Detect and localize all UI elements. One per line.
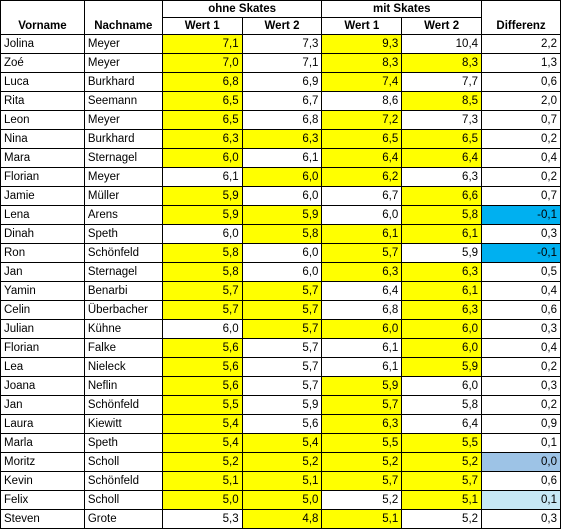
- table-row: [1, 225, 561, 244]
- cell-vorname[interactable]: Nina: [1, 130, 85, 149]
- cell-nachname[interactable]: Falke: [84, 339, 162, 358]
- cell-mit-wert1[interactable]: 6,3: [322, 263, 402, 282]
- cell-nachname[interactable]: Scholl: [84, 453, 162, 472]
- cell-differenz[interactable]: 0,6: [482, 472, 561, 491]
- cell-ohne-wert1[interactable]: 5,7: [162, 301, 242, 320]
- cell-mit-wert2[interactable]: 5,9: [402, 358, 482, 377]
- cell-mit-wert2[interactable]: 6,0: [402, 377, 482, 396]
- cell-vorname[interactable]: Jan: [1, 263, 85, 282]
- cell-ohne-wert1[interactable]: 5,8: [162, 263, 242, 282]
- cell-differenz[interactable]: 0,4: [482, 282, 561, 301]
- cell-ohne-wert2[interactable]: 6,0: [242, 263, 322, 282]
- cell-nachname[interactable]: Speth: [84, 225, 162, 244]
- cell-nachname[interactable]: Überbacher: [84, 301, 162, 320]
- cell-vorname[interactable]: Dinah: [1, 225, 85, 244]
- header-differenz[interactable]: Differenz: [482, 1, 561, 35]
- table-row: [1, 54, 561, 73]
- cell-nachname[interactable]: Arens: [84, 206, 162, 225]
- cell-differenz[interactable]: -0,1: [482, 244, 561, 263]
- cell-vorname[interactable]: Florian: [1, 168, 85, 187]
- cell-ohne-wert2[interactable]: 5,4: [242, 434, 322, 453]
- cell-differenz[interactable]: 0,2: [482, 130, 561, 149]
- cell-mit-wert2[interactable]: 6,0: [402, 320, 482, 339]
- cell-mit-wert2[interactable]: 5,2: [402, 453, 482, 472]
- cell-vorname[interactable]: Luca: [1, 73, 85, 92]
- cell-nachname[interactable]: Speth: [84, 434, 162, 453]
- cell-vorname[interactable]: Zoé: [1, 54, 85, 73]
- header-mit-wert2[interactable]: Wert 2: [402, 18, 482, 35]
- cell-vorname[interactable]: Felix: [1, 491, 85, 510]
- table-row: [1, 339, 561, 358]
- cell-mit-wert1[interactable]: 8,3: [322, 54, 402, 73]
- cell-differenz[interactable]: 0,6: [482, 73, 561, 92]
- cell-vorname[interactable]: Joana: [1, 377, 85, 396]
- cell-differenz[interactable]: 0,1: [482, 491, 561, 510]
- cell-ohne-wert1[interactable]: 6,5: [162, 92, 242, 111]
- table-row: [1, 282, 561, 301]
- cell-ohne-wert2[interactable]: 5,7: [242, 301, 322, 320]
- cell-mit-wert1[interactable]: 6,2: [322, 168, 402, 187]
- table-row: [1, 35, 561, 54]
- cell-differenz[interactable]: 0,3: [482, 510, 561, 529]
- cell-differenz[interactable]: 0,5: [482, 263, 561, 282]
- header-ohne-skates[interactable]: ohne Skates: [162, 1, 322, 18]
- cell-differenz[interactable]: 0,2: [482, 358, 561, 377]
- cell-differenz[interactable]: -0,1: [482, 206, 561, 225]
- table-row: [1, 301, 561, 320]
- cell-vorname[interactable]: Leon: [1, 111, 85, 130]
- cell-differenz[interactable]: 2,0: [482, 92, 561, 111]
- cell-differenz[interactable]: 1,3: [482, 54, 561, 73]
- cell-mit-wert2[interactable]: 8,3: [402, 54, 482, 73]
- table-row: [1, 263, 561, 282]
- cell-mit-wert2[interactable]: 8,5: [402, 92, 482, 111]
- cell-mit-wert1[interactable]: 7,4: [322, 73, 402, 92]
- cell-nachname[interactable]: Meyer: [84, 111, 162, 130]
- cell-ohne-wert2[interactable]: 6,3: [242, 130, 322, 149]
- cell-nachname[interactable]: Grote: [84, 510, 162, 529]
- cell-vorname[interactable]: Yamin: [1, 282, 85, 301]
- cell-mit-wert2[interactable]: 6,1: [402, 225, 482, 244]
- cell-ohne-wert1[interactable]: 5,6: [162, 339, 242, 358]
- cell-ohne-wert1[interactable]: 5,5: [162, 396, 242, 415]
- table-row: [1, 453, 561, 472]
- cell-mit-wert1[interactable]: 6,0: [322, 206, 402, 225]
- cell-nachname[interactable]: Meyer: [84, 54, 162, 73]
- cell-mit-wert1[interactable]: 6,5: [322, 130, 402, 149]
- cell-vorname[interactable]: Mara: [1, 149, 85, 168]
- cell-differenz[interactable]: 2,2: [482, 35, 561, 54]
- cell-mit-wert2[interactable]: 6,5: [402, 130, 482, 149]
- cell-differenz[interactable]: 0,6: [482, 301, 561, 320]
- cell-mit-wert1[interactable]: 6,4: [322, 149, 402, 168]
- table-row: [1, 149, 561, 168]
- cell-vorname[interactable]: Florian: [1, 339, 85, 358]
- cell-differenz[interactable]: 0,7: [482, 187, 561, 206]
- cell-mit-wert2[interactable]: 10,4: [402, 35, 482, 54]
- cell-ohne-wert2[interactable]: 7,3: [242, 35, 322, 54]
- cell-ohne-wert2[interactable]: 5,1: [242, 472, 322, 491]
- cell-differenz[interactable]: 0,2: [482, 396, 561, 415]
- cell-mit-wert2[interactable]: 6,3: [402, 263, 482, 282]
- cell-mit-wert1[interactable]: 6,4: [322, 282, 402, 301]
- cell-vorname[interactable]: Lena: [1, 206, 85, 225]
- cell-mit-wert2[interactable]: 5,2: [402, 510, 482, 529]
- cell-mit-wert1[interactable]: 6,3: [322, 415, 402, 434]
- cell-mit-wert2[interactable]: 6,4: [402, 415, 482, 434]
- table-row: [1, 206, 561, 225]
- cell-ohne-wert2[interactable]: 6,1: [242, 149, 322, 168]
- cell-ohne-wert2[interactable]: 6,7: [242, 92, 322, 111]
- cell-mit-wert1[interactable]: 7,2: [322, 111, 402, 130]
- table-row: [1, 415, 561, 434]
- cell-ohne-wert1[interactable]: 5,2: [162, 453, 242, 472]
- cell-nachname[interactable]: Schönfeld: [84, 244, 162, 263]
- cell-vorname[interactable]: Lea: [1, 358, 85, 377]
- cell-nachname[interactable]: Nieleck: [84, 358, 162, 377]
- cell-ohne-wert2[interactable]: 5,7: [242, 377, 322, 396]
- cell-ohne-wert1[interactable]: 5,4: [162, 434, 242, 453]
- table-row: [1, 92, 561, 111]
- cell-nachname[interactable]: Scholl: [84, 491, 162, 510]
- cell-vorname[interactable]: Jan: [1, 396, 85, 415]
- cell-ohne-wert2[interactable]: 4,8: [242, 510, 322, 529]
- cell-ohne-wert2[interactable]: 6,0: [242, 187, 322, 206]
- table-row: [1, 377, 561, 396]
- cell-differenz[interactable]: 0,1: [482, 434, 561, 453]
- cell-nachname[interactable]: Kiewitt: [84, 415, 162, 434]
- cell-mit-wert1[interactable]: 5,7: [322, 244, 402, 263]
- cell-mit-wert1[interactable]: 6,0: [322, 320, 402, 339]
- header-mit-wert1[interactable]: Wert 1: [322, 18, 402, 35]
- header-vorname[interactable]: Vorname: [1, 1, 85, 35]
- cell-mit-wert2[interactable]: 5,8: [402, 206, 482, 225]
- cell-ohne-wert2[interactable]: 6,9: [242, 73, 322, 92]
- cell-mit-wert2[interactable]: 6,0: [402, 339, 482, 358]
- cell-nachname[interactable]: Meyer: [84, 168, 162, 187]
- table-row: [1, 358, 561, 377]
- cell-nachname[interactable]: Benarbi: [84, 282, 162, 301]
- cell-mit-wert1[interactable]: 6,1: [322, 225, 402, 244]
- cell-ohne-wert1[interactable]: 5,4: [162, 415, 242, 434]
- cell-nachname[interactable]: Kühne: [84, 320, 162, 339]
- cell-mit-wert1[interactable]: 5,7: [322, 396, 402, 415]
- table-row: [1, 73, 561, 92]
- cell-mit-wert1[interactable]: 9,3: [322, 35, 402, 54]
- cell-vorname[interactable]: Ron: [1, 244, 85, 263]
- cell-nachname[interactable]: Sternagel: [84, 149, 162, 168]
- table-row: [1, 187, 561, 206]
- cell-nachname[interactable]: Meyer: [84, 35, 162, 54]
- cell-ohne-wert2[interactable]: 5,7: [242, 282, 322, 301]
- cell-mit-wert1[interactable]: 5,7: [322, 472, 402, 491]
- cell-differenz[interactable]: 0,3: [482, 377, 561, 396]
- cell-mit-wert1[interactable]: 5,2: [322, 453, 402, 472]
- cell-ohne-wert1[interactable]: 5,9: [162, 206, 242, 225]
- cell-ohne-wert2[interactable]: 5,7: [242, 320, 322, 339]
- cell-mit-wert1[interactable]: 5,9: [322, 377, 402, 396]
- cell-nachname[interactable]: Schönfeld: [84, 472, 162, 491]
- cell-differenz[interactable]: 0,7: [482, 111, 561, 130]
- table-row: [1, 434, 561, 453]
- cell-nachname[interactable]: Müller: [84, 187, 162, 206]
- cell-ohne-wert1[interactable]: 5,6: [162, 377, 242, 396]
- cell-ohne-wert2[interactable]: 5,7: [242, 358, 322, 377]
- cell-ohne-wert1[interactable]: 5,0: [162, 491, 242, 510]
- cell-ohne-wert2[interactable]: 5,0: [242, 491, 322, 510]
- cell-differenz[interactable]: 0,3: [482, 225, 561, 244]
- cell-mit-wert2[interactable]: 5,1: [402, 491, 482, 510]
- cell-vorname[interactable]: Jamie: [1, 187, 85, 206]
- cell-mit-wert2[interactable]: 5,5: [402, 434, 482, 453]
- cell-ohne-wert1[interactable]: 5,3: [162, 510, 242, 529]
- header-nachname[interactable]: Nachname: [84, 1, 162, 35]
- cell-vorname[interactable]: Jolina: [1, 35, 85, 54]
- cell-vorname[interactable]: Laura: [1, 415, 85, 434]
- cell-ohne-wert1[interactable]: 5,1: [162, 472, 242, 491]
- cell-ohne-wert1[interactable]: 6,1: [162, 168, 242, 187]
- cell-ohne-wert2[interactable]: 5,9: [242, 396, 322, 415]
- cell-mit-wert1[interactable]: 6,1: [322, 339, 402, 358]
- cell-ohne-wert1[interactable]: 6,8: [162, 73, 242, 92]
- cell-ohne-wert1[interactable]: 6,3: [162, 130, 242, 149]
- cell-mit-wert1[interactable]: 6,7: [322, 187, 402, 206]
- cell-differenz[interactable]: 0,9: [482, 415, 561, 434]
- cell-ohne-wert2[interactable]: 6,8: [242, 111, 322, 130]
- cell-ohne-wert1[interactable]: 5,6: [162, 358, 242, 377]
- cell-nachname[interactable]: Schönfeld: [84, 396, 162, 415]
- cell-mit-wert2[interactable]: 6,3: [402, 168, 482, 187]
- cell-ohne-wert2[interactable]: 5,7: [242, 339, 322, 358]
- cell-ohne-wert1[interactable]: 6,0: [162, 225, 242, 244]
- cell-mit-wert1[interactable]: 5,2: [322, 491, 402, 510]
- cell-ohne-wert2[interactable]: 6,0: [242, 244, 322, 263]
- cell-vorname[interactable]: Rita: [1, 92, 85, 111]
- cell-mit-wert2[interactable]: 6,1: [402, 282, 482, 301]
- table-row: [1, 168, 561, 187]
- cell-ohne-wert2[interactable]: 5,8: [242, 225, 322, 244]
- cell-mit-wert2[interactable]: 6,6: [402, 187, 482, 206]
- cell-mit-wert1[interactable]: 5,1: [322, 510, 402, 529]
- table-row: [1, 320, 561, 339]
- cell-ohne-wert1[interactable]: 5,8: [162, 244, 242, 263]
- cell-nachname[interactable]: Seemann: [84, 92, 162, 111]
- cell-mit-wert1[interactable]: 8,6: [322, 92, 402, 111]
- table-row: [1, 111, 561, 130]
- cell-differenz[interactable]: 0,4: [482, 339, 561, 358]
- cell-mit-wert1[interactable]: 6,8: [322, 301, 402, 320]
- table-row: [1, 130, 561, 149]
- table-row: [1, 396, 561, 415]
- table-row: [1, 244, 561, 263]
- table-row: [1, 510, 561, 529]
- cell-vorname[interactable]: Celin: [1, 301, 85, 320]
- cell-ohne-wert1[interactable]: 7,1: [162, 35, 242, 54]
- cell-nachname[interactable]: Burkhard: [84, 73, 162, 92]
- cell-differenz[interactable]: 0,0: [482, 453, 561, 472]
- cell-nachname[interactable]: Neflin: [84, 377, 162, 396]
- cell-mit-wert2[interactable]: 5,9: [402, 244, 482, 263]
- header-ohne-wert2[interactable]: Wert 2: [242, 18, 322, 35]
- cell-ohne-wert2[interactable]: 5,9: [242, 206, 322, 225]
- cell-ohne-wert2[interactable]: 5,6: [242, 415, 322, 434]
- cell-mit-wert2[interactable]: 5,8: [402, 396, 482, 415]
- cell-vorname[interactable]: Julian: [1, 320, 85, 339]
- cell-mit-wert1[interactable]: 6,1: [322, 358, 402, 377]
- cell-differenz[interactable]: 0,4: [482, 149, 561, 168]
- cell-ohne-wert1[interactable]: 5,9: [162, 187, 242, 206]
- cell-nachname[interactable]: Burkhard: [84, 130, 162, 149]
- cell-mit-wert2[interactable]: 7,7: [402, 73, 482, 92]
- cell-differenz[interactable]: 0,2: [482, 168, 561, 187]
- cell-mit-wert2[interactable]: 6,4: [402, 149, 482, 168]
- cell-mit-wert1[interactable]: 5,5: [322, 434, 402, 453]
- cell-vorname[interactable]: Steven: [1, 510, 85, 529]
- cell-mit-wert2[interactable]: 5,7: [402, 472, 482, 491]
- table-row: [1, 491, 561, 510]
- table-row: [1, 472, 561, 491]
- cell-differenz[interactable]: 0,3: [482, 320, 561, 339]
- cell-mit-wert2[interactable]: 6,3: [402, 301, 482, 320]
- cell-ohne-wert2[interactable]: 7,1: [242, 54, 322, 73]
- header-ohne-wert1[interactable]: Wert 1: [162, 18, 242, 35]
- cell-vorname[interactable]: Marla: [1, 434, 85, 453]
- cell-ohne-wert2[interactable]: 6,0: [242, 168, 322, 187]
- cell-vorname[interactable]: Kevin: [1, 472, 85, 491]
- cell-ohne-wert1[interactable]: 5,7: [162, 282, 242, 301]
- cell-mit-wert2[interactable]: 7,3: [402, 111, 482, 130]
- cell-ohne-wert1[interactable]: 7,0: [162, 54, 242, 73]
- cell-ohne-wert2[interactable]: 5,2: [242, 453, 322, 472]
- cell-ohne-wert1[interactable]: 6,0: [162, 320, 242, 339]
- cell-vorname[interactable]: Moritz: [1, 453, 85, 472]
- header-mit-skates[interactable]: mit Skates: [322, 1, 482, 18]
- cell-nachname[interactable]: Sternagel: [84, 263, 162, 282]
- cell-ohne-wert1[interactable]: 6,0: [162, 149, 242, 168]
- header-row-groups: [1, 1, 561, 18]
- cell-ohne-wert1[interactable]: 6,5: [162, 111, 242, 130]
